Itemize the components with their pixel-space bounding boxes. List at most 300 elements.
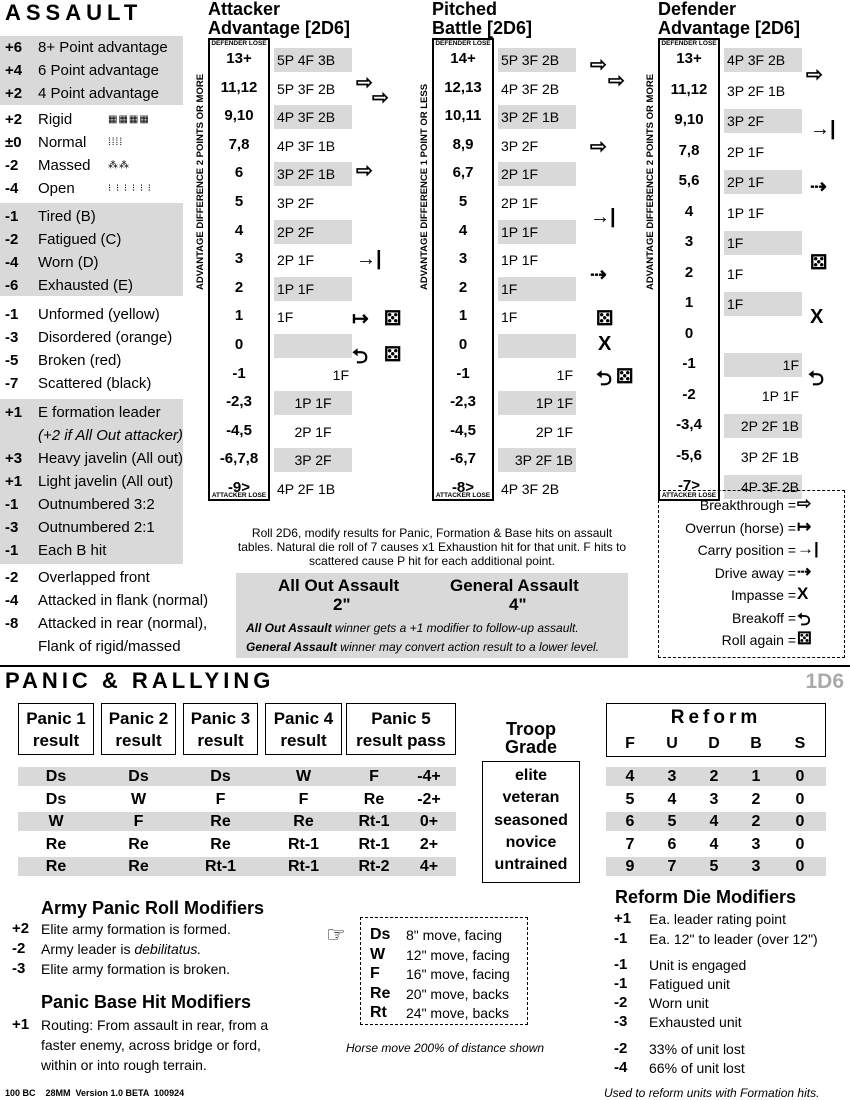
result-cell: 1F xyxy=(274,363,352,387)
general-dist: 4" xyxy=(509,595,527,614)
legend-label: Roll again = xyxy=(721,632,796,648)
roll-value: 8,9 xyxy=(452,135,474,153)
modifier-value: -2 xyxy=(5,569,19,586)
attacker-lose-label: ATTACKER LOSE xyxy=(435,492,491,499)
roll-value: 3 xyxy=(234,250,244,268)
army-mod-value: +2 xyxy=(12,920,30,937)
roll-value: 2 xyxy=(234,278,244,296)
result-arrow-icon: ⮌ xyxy=(808,368,825,390)
table-title-1: Pitched xyxy=(432,0,498,19)
panic-header-1: Panic 4 xyxy=(273,709,334,728)
modifier-text: Scattered (black) xyxy=(38,375,152,392)
roll-value: 4 xyxy=(458,221,468,239)
legend-symbol-icon: X xyxy=(797,584,809,603)
modifier-text: Normal xyxy=(38,134,87,151)
reform-value: 1 xyxy=(751,768,761,785)
formation-icon: ⁞⁞⁞⁞ xyxy=(108,137,124,148)
roll-value: -1 xyxy=(232,364,246,382)
result-cell: 3P 2F 1B xyxy=(498,105,576,129)
modifier-text: 4 Point advantage xyxy=(38,85,159,102)
side-label: ADVANTAGE DIFFERENCE 2 POINTS OR MORE xyxy=(645,73,656,290)
reform-mod-value: -4 xyxy=(614,1059,628,1076)
reform-value: 6 xyxy=(667,835,677,853)
modifier-value: -1 xyxy=(5,208,19,225)
result-arrow-icon: →| xyxy=(590,206,616,228)
modifier-row xyxy=(0,517,183,538)
reform-value: 4 xyxy=(709,835,719,853)
panic-result: -4+ xyxy=(417,768,441,785)
modifier-value: -1 xyxy=(5,542,19,559)
roll-value: 13+ xyxy=(226,50,252,67)
roll-value: 7,8 xyxy=(228,135,250,153)
roll-value: -4,5 xyxy=(450,421,476,439)
reform-col-header: B xyxy=(750,735,762,752)
troop-grade: untrained xyxy=(494,856,568,874)
army-mod-text xyxy=(41,921,231,937)
roll-value: 9,10 xyxy=(674,111,704,128)
table-title xyxy=(658,0,800,38)
result-cell: 4P 3F 2B xyxy=(724,48,802,72)
roll-value: -8> xyxy=(451,479,475,496)
result-cell: 3P 2F xyxy=(274,191,352,215)
panic-header-1: Panic 1 xyxy=(26,709,86,728)
result-cell: 1F xyxy=(498,305,576,329)
modifier-value: -2 xyxy=(5,231,19,248)
result-cell: 4P 2F 1B xyxy=(274,477,352,501)
modifier-row xyxy=(0,178,183,199)
defender-lose-label: DEFENDER LOSE xyxy=(435,40,491,47)
modifier-row xyxy=(0,373,183,394)
reform-value: 7 xyxy=(667,858,677,875)
reform-value: 2 xyxy=(751,813,761,830)
result-cell: 4P 3F 2B xyxy=(724,475,802,499)
reform-value: 5 xyxy=(625,790,635,808)
move-code: W xyxy=(370,945,386,963)
result-cell: 3P 2F 1B xyxy=(498,448,576,472)
allout-note: All Out Assault winner gets a +1 modifier to follow-up assault. xyxy=(246,621,579,635)
modifier-value: +2 xyxy=(5,85,23,102)
result-cell: 1P 1F xyxy=(498,391,576,415)
result-arrow-icon: ⮌ xyxy=(596,368,613,390)
roll-value: 13+ xyxy=(676,50,702,67)
modifier-text: Massed xyxy=(38,157,91,174)
table-title xyxy=(208,0,350,38)
result-cell: 1F xyxy=(498,277,576,301)
reform-value: 0 xyxy=(795,813,805,830)
legend-label: Impasse = xyxy=(731,587,796,603)
roll-value: 3 xyxy=(458,250,468,268)
formation-icon: ⁝ ⁝ ⁝ ⁝ ⁝ ⁝ xyxy=(108,183,152,194)
roll-again-icon: ⚄ xyxy=(384,308,402,330)
roll-value: 11,12 xyxy=(220,78,258,96)
legend-symbol-icon: ⇨ xyxy=(797,494,812,513)
roll-value: 2 xyxy=(684,263,694,281)
move-code: Re xyxy=(370,984,391,1002)
modifier-row xyxy=(0,402,183,423)
modifier-value: +1 xyxy=(5,473,23,490)
panic-header xyxy=(101,703,176,755)
reform-value: 3 xyxy=(751,835,761,853)
footer-version: 100 BC 28MM Version 1.0 BETA 100924 xyxy=(5,1088,185,1098)
modifier-text: Fatigued (C) xyxy=(38,231,122,248)
modifier-row xyxy=(0,567,183,588)
move-text: 12" move, facing xyxy=(406,946,510,963)
panic-result: W xyxy=(130,790,147,808)
panic-result: Re xyxy=(45,835,67,853)
troop-title-2: Grade xyxy=(504,737,558,757)
result-cell: 1P 1F xyxy=(498,220,576,244)
reform-mod-text: Exhausted unit xyxy=(649,1014,742,1030)
reform-mod-text: Worn unit xyxy=(649,995,709,1011)
roll-value: -6,7,8 xyxy=(219,450,259,468)
general-title: General Assault xyxy=(450,576,579,595)
army-mod-text-main: Army leader is xyxy=(41,941,135,957)
modifier-value: -3 xyxy=(5,519,19,536)
modifier-row xyxy=(0,83,183,104)
panic-result: Re xyxy=(210,813,231,830)
troop-grade: veteran xyxy=(502,789,560,807)
formation-icon: ⁂⁂ xyxy=(108,160,130,171)
modifier-text: E formation leader xyxy=(38,404,161,421)
reform-value: 4 xyxy=(625,768,635,785)
result-arrow-icon: ⇢ xyxy=(810,176,827,198)
result-cell: 4P 3F 2B xyxy=(498,77,576,101)
army-mod-text-main: Elite army formation is broken. xyxy=(41,961,231,977)
result-arrow-icon: ⇨ xyxy=(356,160,373,182)
reform-value: 3 xyxy=(751,858,761,875)
result-cell: 5P 4F 3B xyxy=(274,48,352,72)
modifier-row xyxy=(0,229,183,250)
reform-value: 2 xyxy=(709,768,719,785)
attacker-lose-label: ATTACKER LOSE xyxy=(661,492,717,499)
result-cell: 4P 3F 2B xyxy=(498,477,576,501)
result-cell: 2P 1F xyxy=(724,140,802,164)
panic-header xyxy=(346,703,456,755)
modifier-row xyxy=(0,590,209,611)
reform-value: 3 xyxy=(709,790,719,808)
army-mod-text xyxy=(41,941,201,957)
modifier-value: +6 xyxy=(5,39,23,56)
result-cell xyxy=(498,334,576,358)
modifier-text: Outnumbered 2:1 xyxy=(38,519,155,536)
legend-symbol-icon: →| xyxy=(797,539,819,558)
troop-title-1: Troop xyxy=(506,719,556,739)
result-cell: 2P 1F xyxy=(274,248,352,272)
modifier-text: Light javelin (All out) xyxy=(38,473,174,490)
result-cell: 1P 1F xyxy=(274,391,352,415)
legend-label: Breakthrough = xyxy=(699,497,796,513)
modifier-value: -8 xyxy=(5,615,19,632)
modifier-row xyxy=(0,37,183,58)
reform-note: Used to reform units with Formation hits. xyxy=(604,1086,820,1100)
reform-col-header: F xyxy=(625,735,635,752)
result-cell: 2P 1F xyxy=(498,420,576,444)
roll-value: 12,13 xyxy=(444,78,482,96)
modifier-value: -7 xyxy=(5,375,19,392)
reform-mod-text: Ea. leader rating point xyxy=(649,911,786,927)
reform-mod-value: -3 xyxy=(614,1013,628,1030)
reform-mod-value: -1 xyxy=(614,975,628,992)
reform-mod-value: -1 xyxy=(614,930,628,947)
roll-value: 5 xyxy=(458,193,468,210)
roll-note: Roll 2D6, modify results for Panic, Formation & Base hits on assault tables. Natural die roll of 7 causes x1 Exhaustion hit for that unit. F hits to scattered cause P hit for each additional point. xyxy=(237,526,627,568)
allout-title: All Out Assault xyxy=(278,576,400,595)
result-cell: 2P 1F xyxy=(724,170,802,194)
modifier-text: Heavy javelin (All out) xyxy=(38,450,184,467)
roll-value: 7,8 xyxy=(678,141,700,159)
table-title-2: Advantage [2D6] xyxy=(208,18,351,38)
move-text: 8" move, facing xyxy=(406,927,503,943)
panic-result: Ds xyxy=(45,768,67,785)
attacker-lose-label: ATTACKER LOSE xyxy=(211,492,267,499)
result-cell: 1P 1F xyxy=(724,384,802,408)
result-cell: 1F xyxy=(274,305,352,329)
modifier-text: (+2 if All Out attacker) xyxy=(38,427,183,444)
result-cell: 3P 2F 1B xyxy=(274,162,352,186)
general-note: General Assault winner may convert action result to a lower level. xyxy=(246,640,600,654)
result-cell: 1P 1F xyxy=(274,277,352,301)
modifier-text: Broken (red) xyxy=(38,352,122,369)
reform-mod-value: -2 xyxy=(614,994,628,1011)
troop-grade-list xyxy=(482,761,580,883)
modifier-text: Tired (B) xyxy=(38,208,96,225)
result-arrow-icon: ⇨ xyxy=(356,72,373,94)
side-label: ADVANTAGE DIFFERENCE 2 POINTS OR MORE xyxy=(195,73,206,290)
panic-header-2: result xyxy=(197,731,244,750)
assault-title: ASSAULT xyxy=(5,0,143,25)
roll-value: 3 xyxy=(684,233,694,251)
base-hit-line: Routing: From assault in rear, from a xyxy=(41,1017,269,1033)
panic-result: Re xyxy=(45,858,67,875)
modifier-value: -1 xyxy=(5,496,19,513)
result-arrow-icon: →| xyxy=(356,248,382,270)
reform-value: 4 xyxy=(667,790,677,808)
modifier-row xyxy=(0,252,183,273)
reform-mod-value: -2 xyxy=(614,1040,628,1057)
result-arrow-icon: ⇨ xyxy=(590,136,607,158)
roll-value: -7> xyxy=(677,477,701,495)
table-title xyxy=(432,0,532,38)
result-cell: 5P 3F 2B xyxy=(274,77,352,101)
assault-type-box xyxy=(236,573,628,658)
reform-value: 5 xyxy=(667,813,677,830)
army-mod-text-main: Elite army formation is formed. xyxy=(41,921,231,937)
roll-value: 0 xyxy=(234,336,244,353)
modifier-row xyxy=(0,350,183,371)
move-code: Ds xyxy=(370,926,391,943)
modifier-value: -5 xyxy=(5,352,19,369)
reform-col-header: D xyxy=(708,735,720,752)
legend-symbol-icon: ⇢ xyxy=(797,561,812,581)
reform-value: 7 xyxy=(625,835,635,853)
reform-mod-title: Reform Die Modifiers xyxy=(615,887,797,907)
modifier-text: Exhausted (E) xyxy=(38,277,134,294)
legend-label: Overrun (horse) = xyxy=(685,519,796,536)
modifier-text: Worn (D) xyxy=(38,254,99,271)
army-mod-text xyxy=(41,961,230,977)
table-title-1: Defender xyxy=(658,0,737,19)
result-arrow-icon: ⇨ xyxy=(806,64,823,86)
reform-value: 6 xyxy=(625,813,635,830)
panic-result: F xyxy=(298,790,309,808)
roll-value: -5,6 xyxy=(676,446,702,464)
modifier-value: -3 xyxy=(5,329,19,346)
reform-col-header: U xyxy=(666,735,678,752)
result-cell: 1F xyxy=(724,262,802,286)
panic-result: Ds xyxy=(45,790,67,808)
reform-mod-value: -1 xyxy=(614,956,628,973)
result-cell: 4P 3F 2B xyxy=(274,105,352,129)
panic-result: -2+ xyxy=(417,790,441,808)
panic-title: PANIC & RALLYING xyxy=(5,668,275,693)
modifier-row xyxy=(0,425,183,446)
reform-mod-text: 66% of unit lost xyxy=(649,1060,745,1076)
reform-value: 0 xyxy=(795,768,805,785)
move-text: 20" move, backs xyxy=(406,985,510,1002)
panic-header xyxy=(18,703,94,755)
legend-label: Carry position = xyxy=(697,542,796,558)
result-cell: 1F xyxy=(724,231,802,255)
roll-value: 11,12 xyxy=(670,80,708,98)
roll-value: 5 xyxy=(234,193,244,210)
troop-grade-title xyxy=(500,720,562,756)
legend-symbol-icon: ↦ xyxy=(797,516,812,536)
panic-header xyxy=(183,703,258,755)
result-cell: 1P 1F xyxy=(498,248,576,272)
roll-value: -1 xyxy=(682,355,696,373)
result-cell: 2P 1F xyxy=(498,191,576,215)
modifier-text: Attacked in rear (normal), xyxy=(38,615,208,632)
panic-result: F xyxy=(133,813,144,830)
roll-value: 6,7 xyxy=(452,164,474,182)
move-text: 16" move, facing xyxy=(406,966,510,982)
modifier-row xyxy=(0,155,183,176)
result-cell: 2P 1F xyxy=(274,420,352,444)
move-code: F xyxy=(370,965,380,982)
panic-result: Rt-2 xyxy=(358,858,390,875)
roll-value: 1 xyxy=(234,307,244,325)
panic-result: Rt-1 xyxy=(287,858,320,875)
roll-value: -2,3 xyxy=(226,393,252,411)
section-divider xyxy=(0,665,850,667)
result-cell: 4P 3F 1B xyxy=(274,134,352,158)
roll-value: 4 xyxy=(684,202,694,220)
panic-result: W xyxy=(295,768,312,785)
result-cell: 3P 2F xyxy=(498,134,576,158)
roll-value: -1 xyxy=(456,364,470,382)
roll-value: 1 xyxy=(458,307,468,325)
modifier-value: +2 xyxy=(5,111,23,128)
modifier-row xyxy=(0,60,183,81)
modifier-row xyxy=(0,132,183,153)
roll-value: 0 xyxy=(458,336,468,353)
modifier-text: Open xyxy=(38,180,75,197)
formation-icon: ▦▦▦▦ xyxy=(108,114,150,125)
roll-again-icon: ⚄ xyxy=(810,252,828,274)
move-text: 24" move, backs xyxy=(406,1005,510,1021)
panic-header-1: Panic 3 xyxy=(190,709,251,728)
legend-label: Drive away = xyxy=(714,564,796,581)
roll-value: -2,3 xyxy=(450,393,476,411)
modifier-value: -1 xyxy=(5,306,19,323)
base-hit-line: faster enemy, across bridge or ford, xyxy=(41,1037,261,1053)
army-panic-title: Army Panic Roll Modifiers xyxy=(41,898,265,918)
modifier-value: ±0 xyxy=(5,134,22,151)
modifier-row xyxy=(0,304,183,325)
legend-label: Breakoff = xyxy=(732,609,796,626)
reform-mod-text: Unit is engaged xyxy=(649,957,747,973)
modifier-row xyxy=(0,471,183,492)
reform-title: Reform xyxy=(670,707,762,728)
roll-again-icon: ⚄ xyxy=(384,344,402,366)
result-arrow-icon: ⇢ xyxy=(590,264,607,286)
panic-result: Rt-1 xyxy=(204,858,237,875)
roll-value: 6 xyxy=(234,164,244,182)
panic-result: Rt-1 xyxy=(358,835,390,853)
side-label: ADVANTAGE DIFFERENCE 1 POINT OR LESS xyxy=(419,83,430,290)
modifier-value: -6 xyxy=(5,277,19,294)
roll-value: -4,5 xyxy=(226,421,252,439)
troop-grade: seasoned xyxy=(494,811,568,829)
result-cell: 1P 1F xyxy=(724,201,802,225)
roll-again-icon: ⚄ xyxy=(616,366,634,388)
panic-result: Ds xyxy=(128,768,149,785)
modifier-row xyxy=(0,109,183,130)
result-legend xyxy=(658,490,845,658)
army-mod-value: -2 xyxy=(12,940,26,957)
panic-result: Re xyxy=(128,835,149,853)
table-title-1: Attacker xyxy=(208,0,281,19)
modifier-text: Disordered (orange) xyxy=(38,329,173,346)
modifier-row xyxy=(0,540,183,561)
panic-header-1: Panic 2 xyxy=(108,709,169,728)
modifier-text: Each B hit xyxy=(38,542,107,559)
result-arrow-icon: ↦ xyxy=(352,308,369,330)
result-cell: 1F xyxy=(498,363,576,387)
result-cell: 2P 1F xyxy=(498,162,576,186)
modifier-text: 6 Point advantage xyxy=(38,62,159,79)
roll-value: 0 xyxy=(684,324,694,342)
modifier-row xyxy=(0,448,183,469)
panic-result: Ds xyxy=(210,768,231,785)
panic-result: 0+ xyxy=(419,813,439,830)
table-title-2: Battle [2D6] xyxy=(432,18,533,38)
roll-value: 10,11 xyxy=(444,107,482,125)
roll-value: 9,10 xyxy=(224,107,254,125)
roll-value: 4 xyxy=(234,221,244,239)
result-cell: 5P 3F 2B xyxy=(498,48,576,72)
roll-value: 5,6 xyxy=(678,172,700,190)
panic-die: 1D6 xyxy=(805,670,844,693)
reform-mod-text: Fatigued unit xyxy=(649,976,730,992)
panic-header-2: result xyxy=(280,731,327,750)
modifier-text: Overlapped front xyxy=(38,569,150,586)
panic-header xyxy=(265,703,342,755)
result-cell: 2P 2F xyxy=(274,220,352,244)
panic-header-2: result xyxy=(115,731,162,750)
legend-symbol-icon: ⚄ xyxy=(797,629,812,648)
panic-result: F xyxy=(369,768,379,785)
panic-header-2: result pass xyxy=(356,731,446,750)
reform-value: 4 xyxy=(709,813,719,830)
modifier-row xyxy=(0,327,183,348)
modifier-text: Unformed (yellow) xyxy=(38,306,160,323)
reform-value: 0 xyxy=(795,835,805,853)
reform-value: 0 xyxy=(795,858,805,875)
modifier-row xyxy=(0,275,183,296)
roll-value: -2 xyxy=(682,385,696,403)
troop-grade: elite xyxy=(514,767,547,784)
